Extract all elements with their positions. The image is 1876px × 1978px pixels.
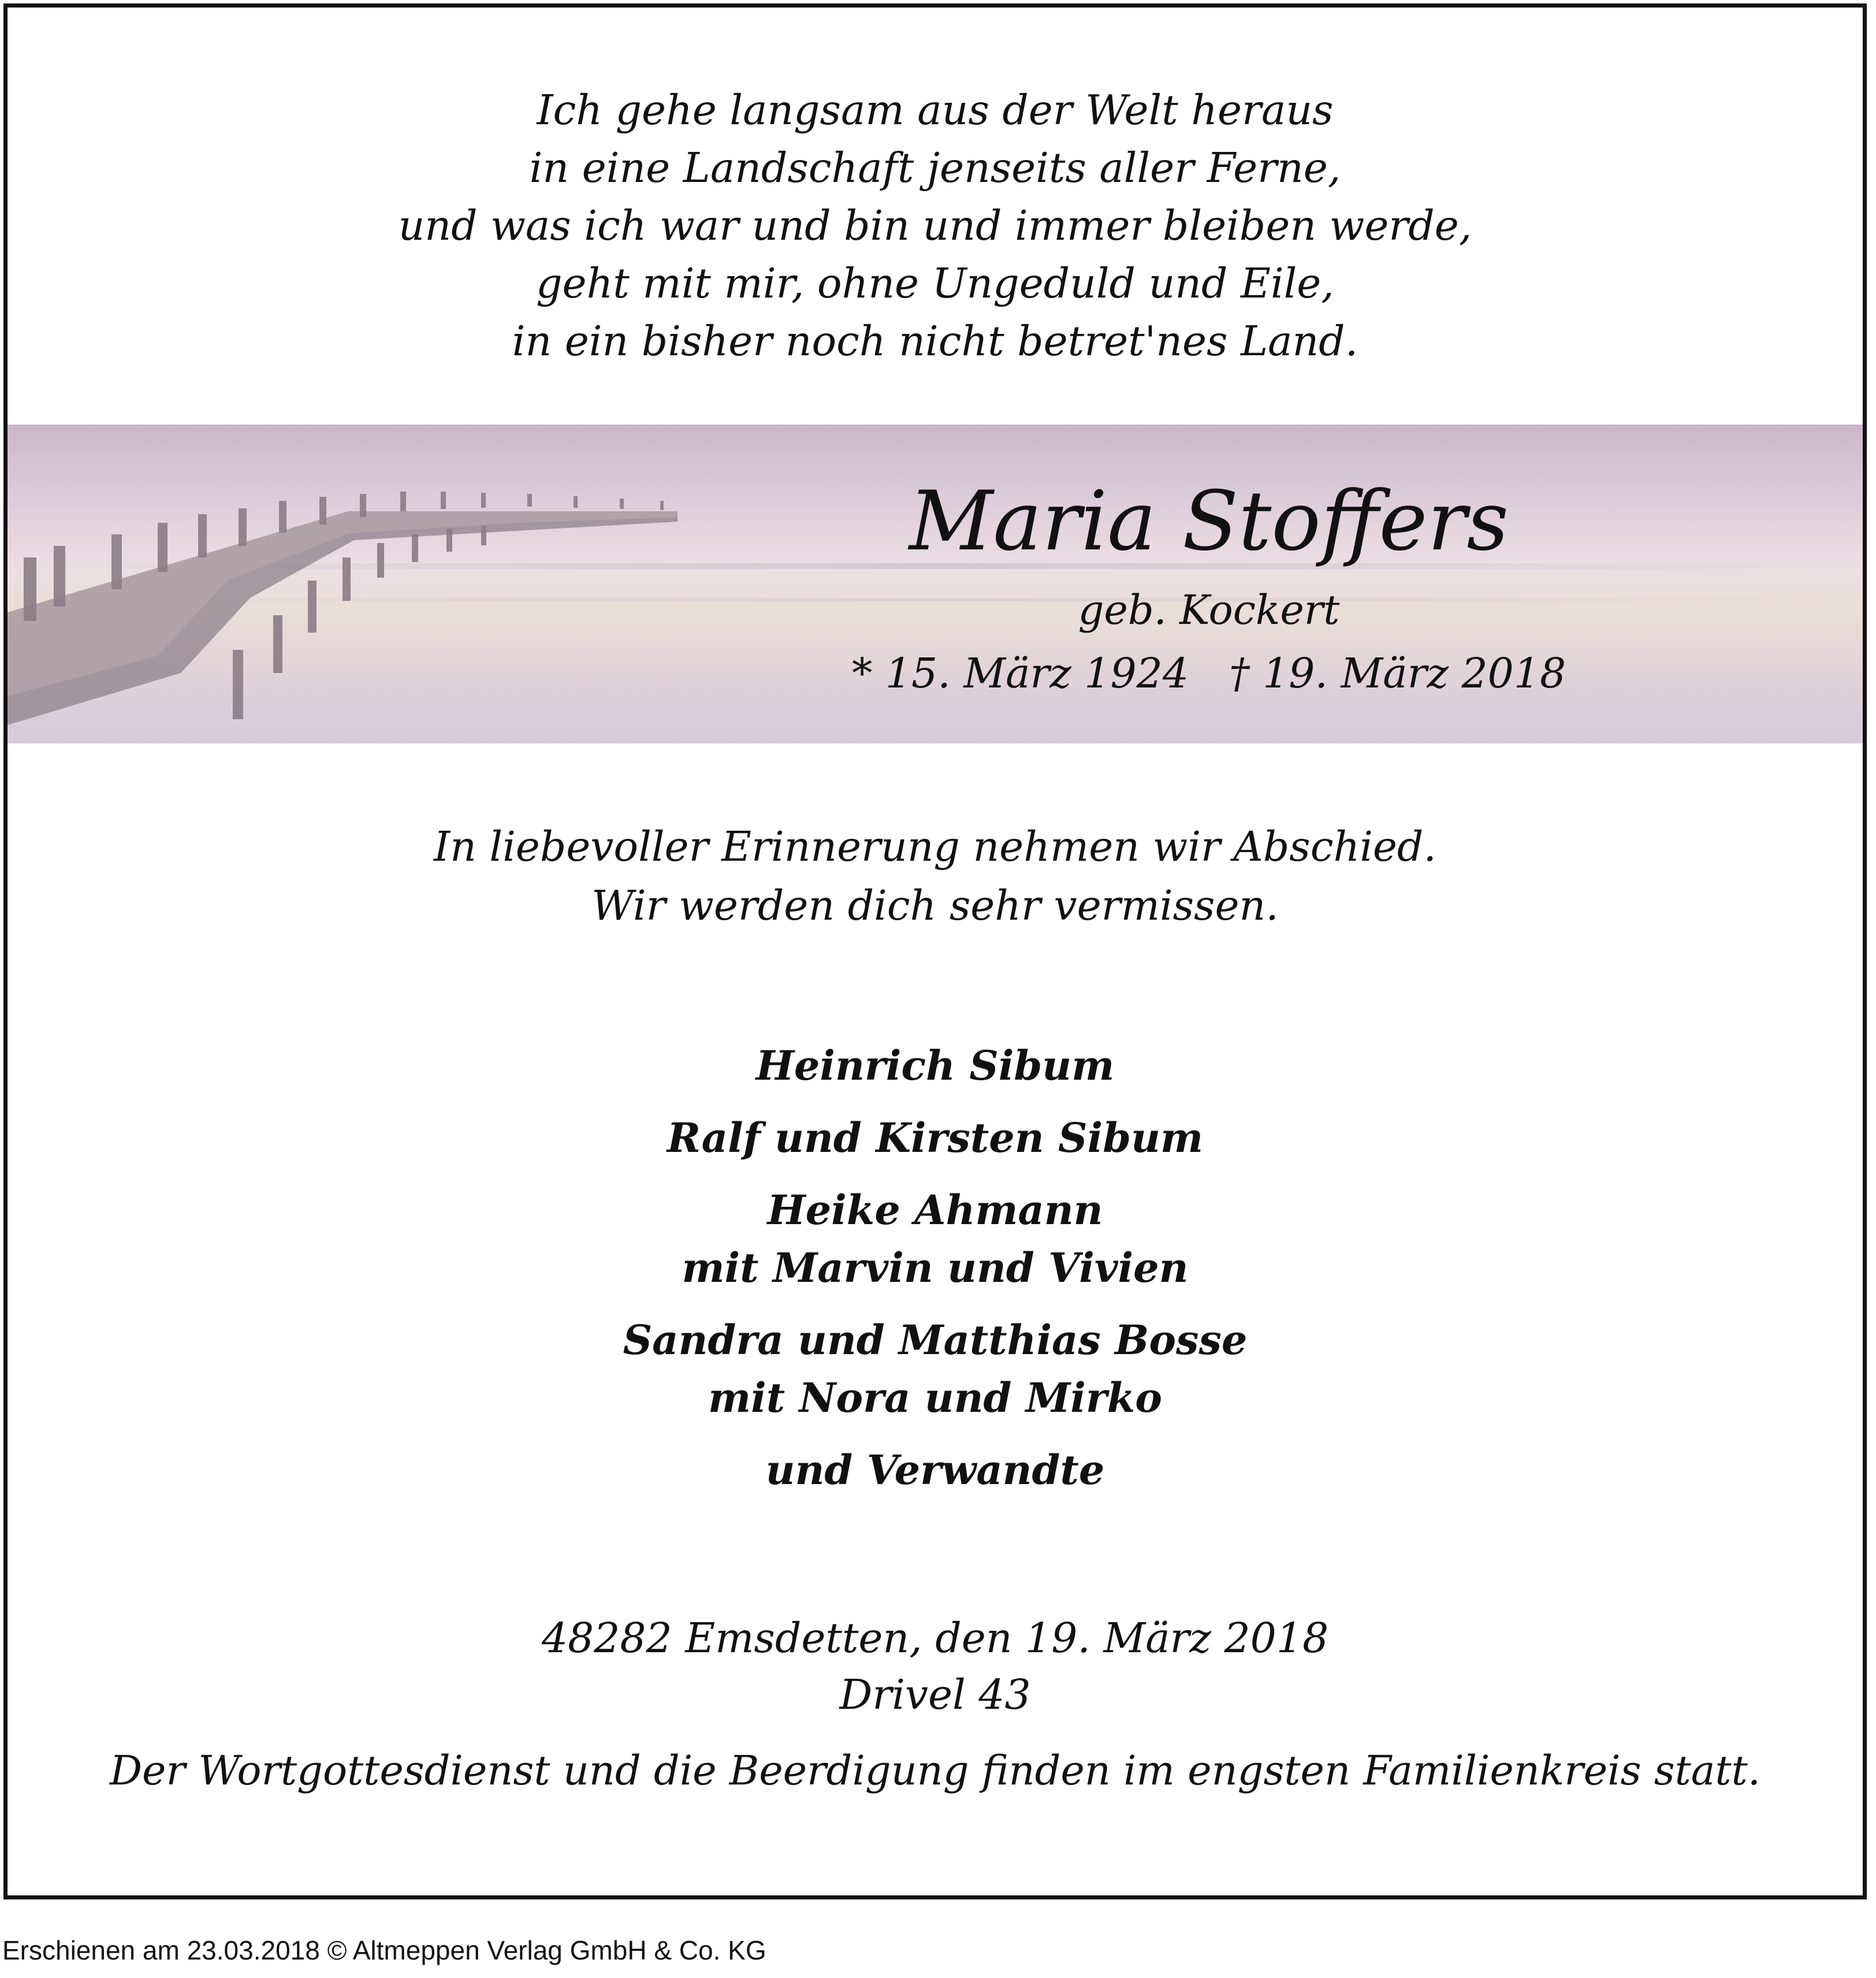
place-and-date <box>8 1610 1863 1723</box>
mourner-line: und Verwandte <box>765 1446 1105 1494</box>
city-date: 48282 Emsdetten, den 19. März 2018 <box>541 1614 1329 1662</box>
jetty-post <box>527 494 532 507</box>
jetty-post <box>620 499 624 509</box>
birth-date: * 15. März 1924 <box>851 649 1189 697</box>
jetty-banner <box>8 425 1863 743</box>
jetty-post <box>239 508 247 546</box>
jetty-post <box>158 523 168 572</box>
jetty-post <box>273 615 282 673</box>
jetty-post <box>412 534 418 562</box>
jetty-post <box>441 492 446 509</box>
mourner-line: Heinrich Sibum <box>755 1042 1115 1090</box>
deceased-name: Maria Stoffers <box>909 474 1509 569</box>
jetty-post <box>319 497 326 525</box>
life-dates <box>805 648 1613 700</box>
jetty-post <box>446 529 452 552</box>
jetty-post <box>574 496 578 508</box>
farewell-text <box>8 817 1863 935</box>
farewell-line: In liebevoller Erinnerung nehmen wir Abschied. <box>434 823 1436 871</box>
street-address: Drivel 43 <box>839 1671 1031 1719</box>
jetty-post <box>24 557 36 621</box>
jetty-post <box>233 650 243 719</box>
mourner-line: Sandra und Matthias Bosse <box>623 1316 1248 1364</box>
mourner-group <box>8 1181 1863 1297</box>
jetty-post <box>360 494 366 517</box>
poem <box>8 81 1863 370</box>
mourner-group <box>8 1311 1863 1427</box>
farewell-line: Wir werden dich sehr vermissen. <box>591 882 1279 929</box>
jetty-post <box>111 534 122 589</box>
mourner-group <box>8 1109 1863 1167</box>
mourner-group <box>8 1441 1863 1499</box>
jetty-post <box>279 501 286 533</box>
jetty-post <box>377 543 384 578</box>
mourner-line: mit Nora und Mirko <box>708 1374 1162 1422</box>
poem-line: Ich gehe langsam aus der Welt heraus <box>537 86 1334 134</box>
jetty-post <box>198 514 207 557</box>
jetty-post <box>54 546 65 607</box>
jetty-post <box>481 493 486 508</box>
poem-line: geht mit mir, ohne Ungeduld und Eile, <box>536 259 1334 307</box>
mourner-line: mit Marvin und Vivien <box>682 1244 1189 1292</box>
jetty-post <box>308 581 317 633</box>
jetty-post <box>481 526 486 545</box>
jetty-post <box>400 492 406 511</box>
death-date: † 19. März 2018 <box>1229 649 1566 697</box>
jetty-post <box>660 501 664 510</box>
publication-footer: Erschienen am 23.03.2018 © Altmeppen Verlag GmbH & Co. KG <box>2 1935 766 1965</box>
funeral-notice: Der Wortgottesdienst und die Beerdigung finden im engsten Familienkreis statt. <box>109 1747 1761 1794</box>
jetty-post <box>343 557 351 601</box>
obituary-frame <box>3 3 1867 1899</box>
poem-line: und was ich war und bin und immer bleiben werde, <box>398 202 1472 250</box>
mourner-line: Heike Ahmann <box>767 1186 1103 1234</box>
mourners-list <box>8 1037 1863 1514</box>
maiden-name: geb. Kockert <box>1078 586 1340 634</box>
mourner-line: Ralf und Kirsten Sibum <box>667 1114 1204 1162</box>
poem-line: in ein bisher noch nicht betret'nes Land. <box>512 317 1358 365</box>
mourner-group <box>8 1037 1863 1095</box>
poem-line: in eine Landschaft jenseits aller Ferne, <box>529 144 1341 192</box>
